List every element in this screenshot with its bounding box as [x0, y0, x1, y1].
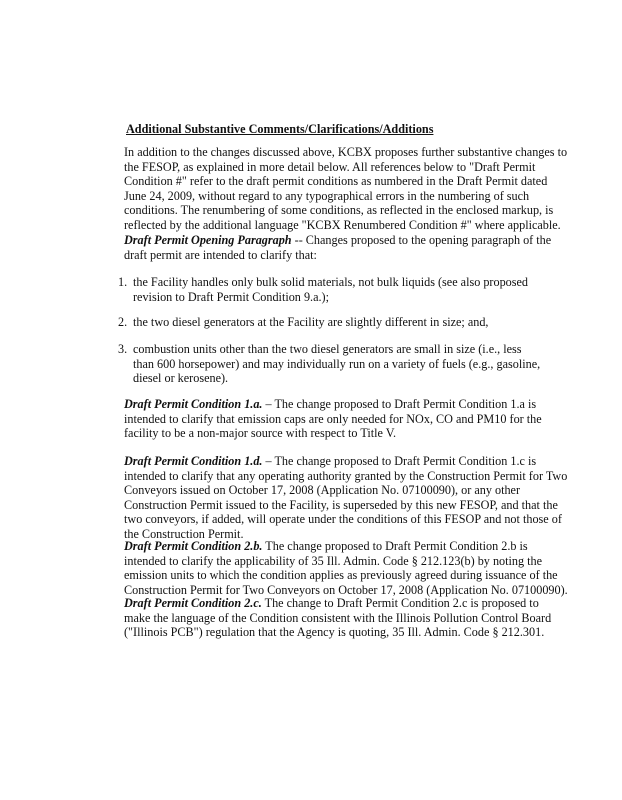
- line-text: conditions. The renumbering of some conditions, as reflected in the enclosed markup, is: [124, 203, 554, 218]
- paragraph-lead: Draft Permit Opening Paragraph: [124, 233, 292, 247]
- text-line: [124, 554, 544, 569]
- text-line: [124, 145, 568, 160]
- condition-paragraph: [124, 596, 552, 640]
- text-line: [124, 412, 544, 427]
- line-text: reflected by the additional language "KCBX Renumbered Condition #" where applicable.: [124, 217, 561, 232]
- text-line: [124, 203, 554, 218]
- paragraph-lead: Draft Permit Condition 2.c.: [124, 596, 262, 610]
- opening-paragraph: [124, 233, 552, 262]
- text-line: [124, 539, 544, 554]
- text-line: [124, 512, 562, 527]
- list-item-text: [133, 275, 528, 304]
- line-text: intended to clarify that emission caps are only needed for NOx, CO and PM10 for the: [124, 411, 542, 426]
- text-line: [124, 483, 544, 498]
- text-line: [124, 568, 558, 583]
- paragraph-lead: Draft Permit Condition 1.d.: [124, 454, 263, 468]
- line-text: – The change proposed to Draft Permit Condition 1.a is: [262, 397, 537, 411]
- line-text: the Construction Permit.: [124, 526, 244, 541]
- line-text: draft permit are intended to clarify that:: [124, 247, 317, 262]
- condition-paragraph: [124, 454, 568, 542]
- line-text: two conveyors, if added, will operate under the conditions of this FESOP and not those of: [124, 512, 562, 527]
- text-line: [124, 233, 552, 248]
- line-text: Conveyors issued on October 17, 2008 (Application No. 07100090), or any other: [124, 483, 521, 498]
- text-line: [124, 189, 544, 204]
- line-text: Construction Permit for Two Conveyors on October 17, 2008 (Application No. 07100090).: [124, 582, 568, 597]
- line-text: The change proposed to Draft Permit Condition 2.b is: [262, 539, 528, 553]
- text-line: [124, 468, 568, 484]
- line-text: combustion units other than the two diesel generators are small in size (i.e., less: [133, 342, 522, 356]
- line-text: In addition to the changes discussed above, KCBX proposes further substantive changes to: [124, 145, 568, 159]
- text-line: [124, 497, 558, 513]
- line-text: Condition #" refer to the draft permit conditions as numbered in the Draft Permit dated: [124, 174, 548, 189]
- line-text: than 600 horsepower) and may individually run on a variety of fuels (e.g., gasoline,: [133, 356, 541, 371]
- line-text: intended to clarify the applicability of 35 Ill. Admin. Code § 212.123(b) by noting the: [124, 553, 543, 568]
- paragraph-lead: Draft Permit Condition 2.b.: [124, 539, 263, 553]
- list-item-text: [133, 315, 488, 330]
- line-text: June 24, 2009, without regard to any typographical errors in the numbering of such: [124, 188, 530, 203]
- text-line: [124, 397, 544, 412]
- line-text: the Facility handles only bulk solid materials, not bulk liquids (see also proposed: [133, 275, 529, 289]
- list-number: 3.: [118, 342, 128, 356]
- line-text: facility to be a non-major source with respect to Title V.: [124, 426, 397, 441]
- text-line: [133, 315, 488, 330]
- line-text: revision to Draft Permit Condition 9.a.);: [133, 289, 329, 304]
- line-text: the two diesel generators at the Facility are slightly different in size; and,: [133, 315, 489, 329]
- text-line: [124, 596, 544, 611]
- text-line: [124, 160, 544, 175]
- line-text: The change to Draft Permit Condition 2.c is proposed to: [261, 596, 539, 610]
- text-line: [133, 357, 540, 372]
- line-text: make the language of the Condition consistent with the Illinois Pollution Control Board: [124, 610, 552, 625]
- condition-paragraph: [124, 539, 568, 597]
- list-number: 2.: [118, 315, 128, 329]
- text-line: [133, 275, 528, 290]
- line-text: Construction Permit issued to the Facility, is superseded by this new FESOP, and that the: [124, 497, 558, 512]
- text-line: [133, 290, 528, 305]
- list-number: 1.: [118, 275, 128, 289]
- text-line: [124, 454, 544, 469]
- text-line: [124, 426, 544, 441]
- list-item-text: [133, 342, 540, 386]
- text-line: [124, 610, 552, 626]
- text-line: [133, 371, 540, 386]
- line-text: ("Illinois PCB") regulation that the Agency is quoting, 35 Ill. Admin. Code § 212.301.: [124, 625, 545, 640]
- text-line: [133, 342, 540, 357]
- line-text: emission units to which the condition applies as previously agreed during issuance of the: [124, 568, 558, 583]
- line-text: -- Changes proposed to the opening paragraph of the: [291, 233, 552, 247]
- text-line: [124, 625, 544, 640]
- text-line: [124, 248, 544, 263]
- line-text: diesel or kerosene).: [133, 371, 229, 386]
- section-heading: Additional Substantive Comments/Clarifications/Additions: [126, 122, 434, 136]
- paragraph-lead: Draft Permit Condition 1.a.: [124, 397, 263, 411]
- text-line: [124, 174, 548, 189]
- line-text: – The change proposed to Draft Permit Condition 1.c is: [262, 454, 537, 468]
- condition-paragraph: [124, 397, 544, 441]
- text-line: [124, 217, 561, 233]
- intro-paragraph: [124, 145, 568, 233]
- line-text: intended to clarify that any operating authority granted by the Construction Permit for Two: [124, 468, 568, 483]
- line-text: the FESOP, as explained in more detail below. All references below to "Draft Permit: [124, 159, 536, 174]
